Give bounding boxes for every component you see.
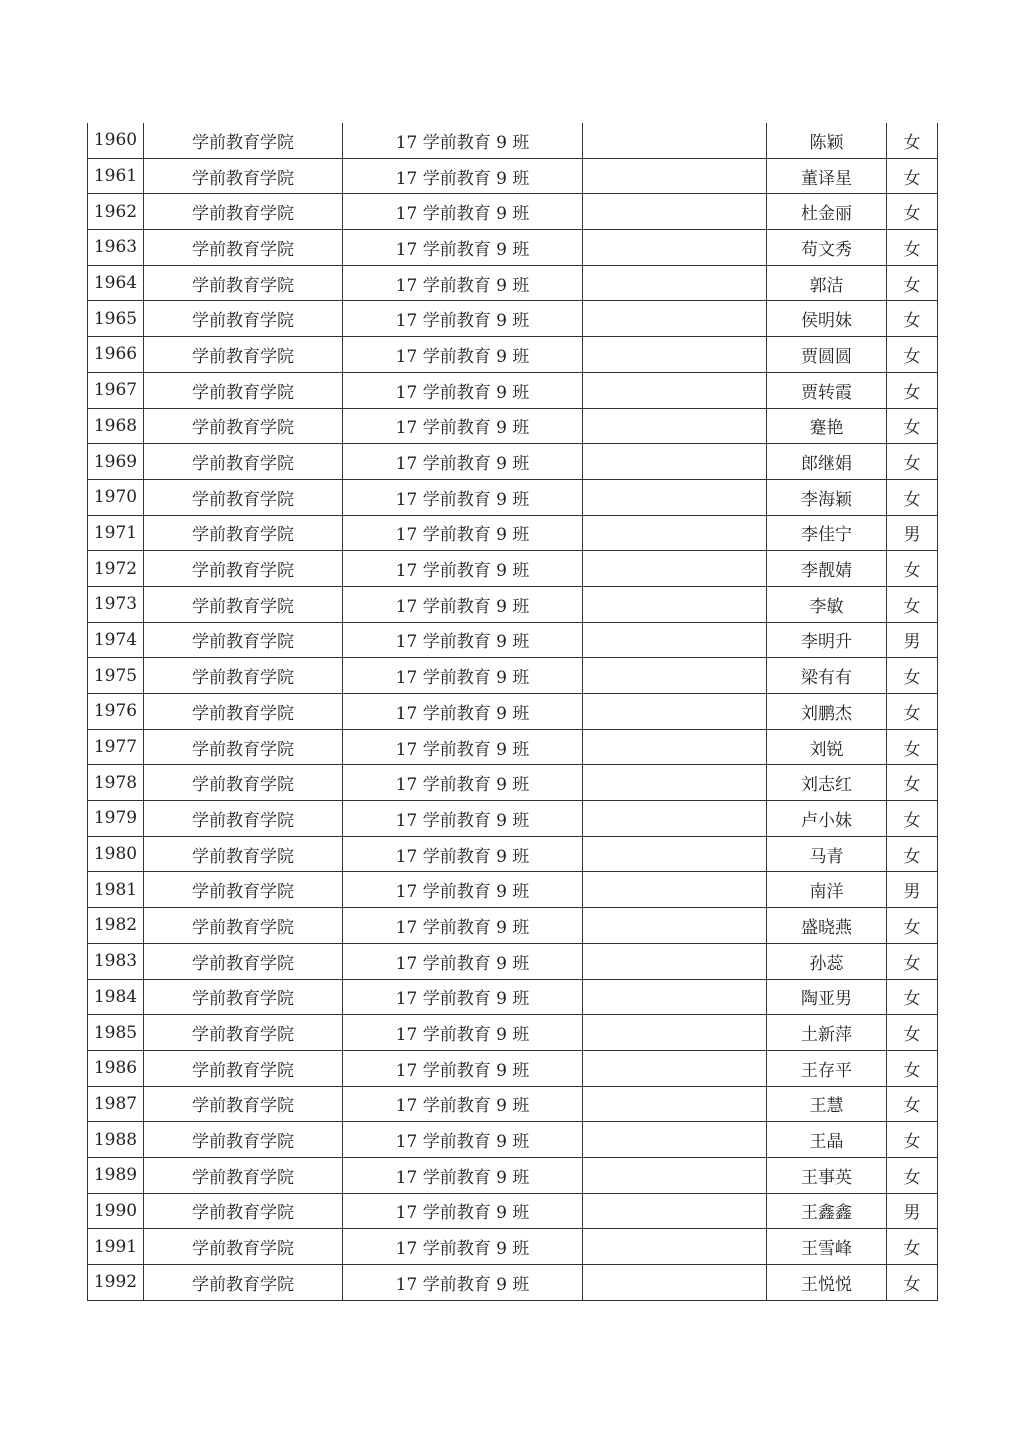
student-gender: 女 — [887, 265, 938, 301]
class-name: 17 学前教育 9 班 — [343, 765, 583, 801]
table-row — [88, 1086, 938, 1122]
college-name: 学前教育学院 — [144, 265, 343, 301]
table-row — [88, 943, 938, 979]
class-name: 17 学前教育 9 班 — [343, 658, 583, 694]
row-number: 1982 — [88, 908, 144, 944]
row-number: 1981 — [88, 872, 144, 908]
table-row — [88, 1122, 938, 1158]
row-number: 1980 — [88, 836, 144, 872]
row-number: 1989 — [88, 1157, 144, 1193]
student-name: 王存平 — [767, 1050, 887, 1086]
student-gender: 女 — [887, 551, 938, 587]
college-name: 学前教育学院 — [144, 801, 343, 837]
table-row — [88, 265, 938, 301]
college-name: 学前教育学院 — [144, 1122, 343, 1158]
table-row — [88, 622, 938, 658]
student-gender: 女 — [887, 444, 938, 480]
class-name: 17 学前教育 9 班 — [343, 694, 583, 730]
class-name: 17 学前教育 9 班 — [343, 1050, 583, 1086]
student-name: 李明升 — [767, 622, 887, 658]
row-number: 1976 — [88, 694, 144, 730]
student-name: 土新萍 — [767, 1015, 887, 1051]
college-name: 学前教育学院 — [144, 872, 343, 908]
class-name: 17 学前教育 9 班 — [343, 551, 583, 587]
blank-cell — [583, 1015, 767, 1051]
student-gender: 女 — [887, 765, 938, 801]
class-name: 17 学前教育 9 班 — [343, 1229, 583, 1265]
row-number: 1986 — [88, 1050, 144, 1086]
roster-body — [88, 123, 938, 1300]
college-name: 学前教育学院 — [144, 1086, 343, 1122]
student-name: 贾转霞 — [767, 372, 887, 408]
college-name: 学前教育学院 — [144, 123, 343, 158]
class-name: 17 学前教育 9 班 — [343, 479, 583, 515]
class-name: 17 学前教育 9 班 — [343, 586, 583, 622]
row-number: 1979 — [88, 801, 144, 837]
row-number: 1990 — [88, 1193, 144, 1229]
table-row — [88, 301, 938, 337]
college-name: 学前教育学院 — [144, 408, 343, 444]
student-name: 王慧 — [767, 1086, 887, 1122]
college-name: 学前教育学院 — [144, 908, 343, 944]
table-row — [88, 408, 938, 444]
student-gender: 女 — [887, 1265, 938, 1301]
student-gender: 女 — [887, 123, 938, 158]
row-number: 1960 — [88, 123, 144, 158]
table-row — [88, 479, 938, 515]
student-name: 杜金丽 — [767, 194, 887, 230]
blank-cell — [583, 1157, 767, 1193]
college-name: 学前教育学院 — [144, 1193, 343, 1229]
student-gender: 男 — [887, 515, 938, 551]
student-gender: 女 — [887, 943, 938, 979]
blank-cell — [583, 658, 767, 694]
row-number: 1965 — [88, 301, 144, 337]
blank-cell — [583, 1086, 767, 1122]
class-name: 17 学前教育 9 班 — [343, 836, 583, 872]
student-name: 李佳宁 — [767, 515, 887, 551]
table-row — [88, 372, 938, 408]
student-name: 刘锐 — [767, 729, 887, 765]
blank-cell — [583, 836, 767, 872]
table-row — [88, 801, 938, 837]
blank-cell — [583, 801, 767, 837]
row-number: 1972 — [88, 551, 144, 587]
college-name: 学前教育学院 — [144, 765, 343, 801]
row-number: 1983 — [88, 943, 144, 979]
blank-cell — [583, 1265, 767, 1301]
student-gender: 女 — [887, 479, 938, 515]
blank-cell — [583, 194, 767, 230]
class-name: 17 学前教育 9 班 — [343, 265, 583, 301]
student-name: 王鑫鑫 — [767, 1193, 887, 1229]
college-name: 学前教育学院 — [144, 694, 343, 730]
student-name: 王事英 — [767, 1157, 887, 1193]
class-name: 17 学前教育 9 班 — [343, 1015, 583, 1051]
row-number: 1962 — [88, 194, 144, 230]
table-row — [88, 158, 938, 194]
blank-cell — [583, 408, 767, 444]
row-number: 1987 — [88, 1086, 144, 1122]
blank-cell — [583, 444, 767, 480]
student-gender: 女 — [887, 694, 938, 730]
table-row — [88, 658, 938, 694]
blank-cell — [583, 622, 767, 658]
class-name: 17 学前教育 9 班 — [343, 230, 583, 266]
table-row — [88, 337, 938, 373]
student-gender: 女 — [887, 372, 938, 408]
row-number: 1974 — [88, 622, 144, 658]
blank-cell — [583, 1050, 767, 1086]
student-gender: 女 — [887, 1015, 938, 1051]
row-number: 1977 — [88, 729, 144, 765]
row-number: 1984 — [88, 979, 144, 1015]
college-name: 学前教育学院 — [144, 372, 343, 408]
student-gender: 男 — [887, 622, 938, 658]
class-name: 17 学前教育 9 班 — [343, 1122, 583, 1158]
college-name: 学前教育学院 — [144, 230, 343, 266]
table-row — [88, 729, 938, 765]
college-name: 学前教育学院 — [144, 1157, 343, 1193]
college-name: 学前教育学院 — [144, 479, 343, 515]
student-gender: 女 — [887, 979, 938, 1015]
student-name: 郎继娟 — [767, 444, 887, 480]
class-name: 17 学前教育 9 班 — [343, 801, 583, 837]
college-name: 学前教育学院 — [144, 301, 343, 337]
class-name: 17 学前教育 9 班 — [343, 1193, 583, 1229]
table-row — [88, 1015, 938, 1051]
table-row — [88, 1050, 938, 1086]
college-name: 学前教育学院 — [144, 194, 343, 230]
student-name: 李靓婧 — [767, 551, 887, 587]
row-number: 1968 — [88, 408, 144, 444]
table-row — [88, 230, 938, 266]
student-gender: 女 — [887, 1050, 938, 1086]
college-name: 学前教育学院 — [144, 515, 343, 551]
college-name: 学前教育学院 — [144, 1229, 343, 1265]
row-number: 1975 — [88, 658, 144, 694]
class-name: 17 学前教育 9 班 — [343, 444, 583, 480]
row-number: 1970 — [88, 479, 144, 515]
blank-cell — [583, 123, 767, 158]
student-gender: 女 — [887, 908, 938, 944]
row-number: 1978 — [88, 765, 144, 801]
class-name: 17 学前教育 9 班 — [343, 123, 583, 158]
student-gender: 女 — [887, 836, 938, 872]
table-row — [88, 444, 938, 480]
student-gender: 女 — [887, 301, 938, 337]
row-number: 1967 — [88, 372, 144, 408]
class-name: 17 学前教育 9 班 — [343, 158, 583, 194]
student-gender: 女 — [887, 408, 938, 444]
blank-cell — [583, 1229, 767, 1265]
student-name: 郭洁 — [767, 265, 887, 301]
table-row — [88, 765, 938, 801]
blank-cell — [583, 265, 767, 301]
class-name: 17 学前教育 9 班 — [343, 372, 583, 408]
college-name: 学前教育学院 — [144, 943, 343, 979]
student-gender: 女 — [887, 1157, 938, 1193]
student-gender: 女 — [887, 658, 938, 694]
class-name: 17 学前教育 9 班 — [343, 622, 583, 658]
blank-cell — [583, 1193, 767, 1229]
class-name: 17 学前教育 9 班 — [343, 194, 583, 230]
student-roster-table — [87, 123, 938, 1301]
student-name: 孙蕊 — [767, 943, 887, 979]
student-name: 陈颖 — [767, 123, 887, 158]
row-number: 1964 — [88, 265, 144, 301]
college-name: 学前教育学院 — [144, 729, 343, 765]
student-name: 陶亚男 — [767, 979, 887, 1015]
student-name: 李敏 — [767, 586, 887, 622]
row-number: 1988 — [88, 1122, 144, 1158]
class-name: 17 学前教育 9 班 — [343, 515, 583, 551]
class-name: 17 学前教育 9 班 — [343, 1086, 583, 1122]
table-row — [88, 586, 938, 622]
student-name: 刘鹏杰 — [767, 694, 887, 730]
blank-cell — [583, 337, 767, 373]
table-row — [88, 1157, 938, 1193]
table-row — [88, 515, 938, 551]
student-gender: 女 — [887, 1229, 938, 1265]
blank-cell — [583, 301, 767, 337]
row-number: 1991 — [88, 1229, 144, 1265]
student-name: 马青 — [767, 836, 887, 872]
class-name: 17 学前教育 9 班 — [343, 729, 583, 765]
college-name: 学前教育学院 — [144, 1015, 343, 1051]
student-name: 蹇艳 — [767, 408, 887, 444]
college-name: 学前教育学院 — [144, 658, 343, 694]
row-number: 1985 — [88, 1015, 144, 1051]
row-number: 1971 — [88, 515, 144, 551]
student-name: 王悦悦 — [767, 1265, 887, 1301]
student-gender: 女 — [887, 801, 938, 837]
table-row — [88, 551, 938, 587]
blank-cell — [583, 586, 767, 622]
table-row — [88, 694, 938, 730]
row-number: 1966 — [88, 337, 144, 373]
class-name: 17 学前教育 9 班 — [343, 872, 583, 908]
table-row — [88, 1193, 938, 1229]
college-name: 学前教育学院 — [144, 622, 343, 658]
student-name: 董译星 — [767, 158, 887, 194]
student-gender: 女 — [887, 230, 938, 266]
student-name: 侯明妹 — [767, 301, 887, 337]
student-gender: 男 — [887, 872, 938, 908]
table-row — [88, 908, 938, 944]
row-number: 1961 — [88, 158, 144, 194]
student-gender: 女 — [887, 158, 938, 194]
row-number: 1992 — [88, 1265, 144, 1301]
student-name: 苟文秀 — [767, 230, 887, 266]
table-row — [88, 836, 938, 872]
college-name: 学前教育学院 — [144, 551, 343, 587]
class-name: 17 学前教育 9 班 — [343, 943, 583, 979]
row-number: 1963 — [88, 230, 144, 266]
college-name: 学前教育学院 — [144, 1050, 343, 1086]
student-name: 南洋 — [767, 872, 887, 908]
blank-cell — [583, 943, 767, 979]
college-name: 学前教育学院 — [144, 836, 343, 872]
student-name: 王雪峰 — [767, 1229, 887, 1265]
blank-cell — [583, 765, 767, 801]
student-name: 贾圆圆 — [767, 337, 887, 373]
blank-cell — [583, 230, 767, 266]
class-name: 17 学前教育 9 班 — [343, 408, 583, 444]
student-gender: 女 — [887, 337, 938, 373]
college-name: 学前教育学院 — [144, 158, 343, 194]
class-name: 17 学前教育 9 班 — [343, 979, 583, 1015]
student-name: 刘志红 — [767, 765, 887, 801]
student-gender: 女 — [887, 1086, 938, 1122]
table-row — [88, 123, 938, 158]
college-name: 学前教育学院 — [144, 1265, 343, 1301]
student-name: 梁有有 — [767, 658, 887, 694]
student-name: 李海颖 — [767, 479, 887, 515]
table-row — [88, 872, 938, 908]
blank-cell — [583, 515, 767, 551]
table-row — [88, 194, 938, 230]
blank-cell — [583, 729, 767, 765]
student-gender: 女 — [887, 194, 938, 230]
row-number: 1973 — [88, 586, 144, 622]
blank-cell — [583, 908, 767, 944]
college-name: 学前教育学院 — [144, 586, 343, 622]
class-name: 17 学前教育 9 班 — [343, 908, 583, 944]
student-gender: 女 — [887, 586, 938, 622]
student-gender: 女 — [887, 1122, 938, 1158]
table-row — [88, 1229, 938, 1265]
student-gender: 男 — [887, 1193, 938, 1229]
student-name: 盛晓燕 — [767, 908, 887, 944]
blank-cell — [583, 872, 767, 908]
blank-cell — [583, 1122, 767, 1158]
college-name: 学前教育学院 — [144, 444, 343, 480]
student-name: 卢小妹 — [767, 801, 887, 837]
class-name: 17 学前教育 9 班 — [343, 1157, 583, 1193]
table-row — [88, 1265, 938, 1301]
class-name: 17 学前教育 9 班 — [343, 1265, 583, 1301]
college-name: 学前教育学院 — [144, 979, 343, 1015]
student-name: 王晶 — [767, 1122, 887, 1158]
table-row — [88, 979, 938, 1015]
blank-cell — [583, 694, 767, 730]
blank-cell — [583, 551, 767, 587]
college-name: 学前教育学院 — [144, 337, 343, 373]
row-number: 1969 — [88, 444, 144, 480]
class-name: 17 学前教育 9 班 — [343, 337, 583, 373]
blank-cell — [583, 158, 767, 194]
student-gender: 女 — [887, 729, 938, 765]
blank-cell — [583, 479, 767, 515]
blank-cell — [583, 979, 767, 1015]
class-name: 17 学前教育 9 班 — [343, 301, 583, 337]
blank-cell — [583, 372, 767, 408]
